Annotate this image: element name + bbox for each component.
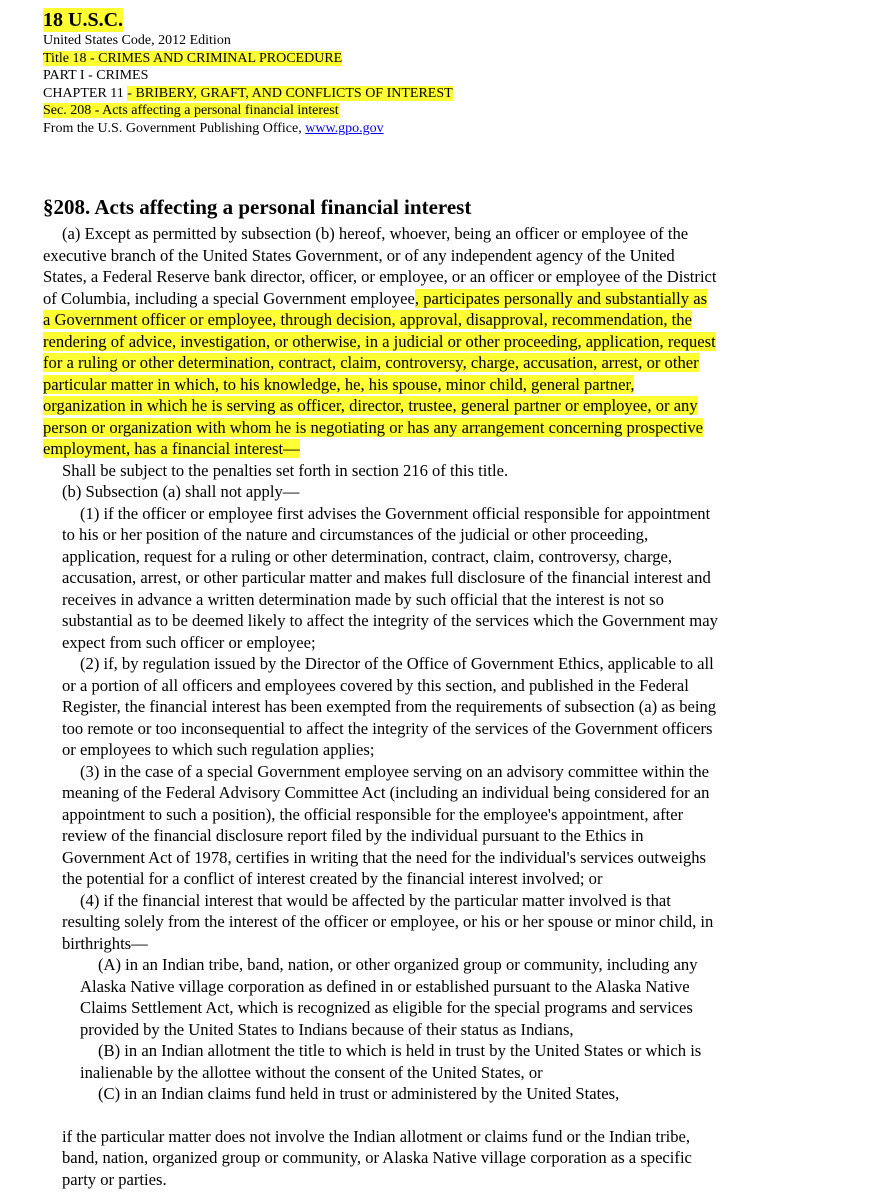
paragraph-3-line: Government Act of 1978, certifies in writing that the need for the individual's services outweighs (62, 848, 706, 867)
code-citation: 18 U.S.C. (43, 9, 124, 31)
document-header (43, 8, 823, 138)
chapter-name: - BRIBERY, GRAFT, AND CONFLICTS OF INTEREST (127, 85, 453, 101)
gpo-link[interactable]: www.gpo.gov (305, 120, 384, 136)
subsection-a-line-8: particular matter in which, to his knowledge, he, his spouse, minor child, general partner, (43, 375, 635, 394)
source-prefix: From the U.S. Government Publishing Office, (43, 120, 306, 136)
penalty-line: Shall be subject to the penalties set forth in section 216 of this title. (62, 461, 509, 480)
paragraph-3-line: review of the financial disclosure report filed by the individual pursuant to the Ethics in (62, 826, 644, 845)
subsection-a-line-9: organization in which he is serving as officer, director, trustee, general partner or employee, or any (43, 396, 698, 415)
paragraph-2-line: Register, the financial interest has been exempted from the requirements of subsection (a) as being (62, 697, 717, 716)
subsection-a-line-6: rendering of advice, investigation, or otherwise, in a judicial or other proceeding, application, request (43, 332, 716, 351)
clause-c-line: (C) in an Indian claims fund held in trust or administered by the United States, (98, 1084, 620, 1103)
subsection-a-line-4-plain: of Columbia, including a special Government employee (43, 289, 415, 308)
paragraph-4-line: (4) if the financial interest that would be affected by the particular matter involved is that (80, 891, 671, 910)
paragraph-4-line: birthrights— (62, 934, 148, 953)
clause-b-line: inalienable by the allottee without the consent of the United States, or (80, 1063, 543, 1082)
paragraph-4-line: resulting solely from the interest of the officer or employee, or his or her spouse or minor child, in (62, 912, 714, 931)
title-line: Title 18 - CRIMES AND CRIMINAL PROCEDURE (43, 50, 343, 66)
subsection-a-line-1: (a) Except as permitted by subsection (b) hereof, whoever, being an officer or employee of the (62, 224, 689, 243)
paragraph-2-line: too remote or too inconsequential to affect the integrity of the services of the Government officers (62, 719, 713, 738)
section-line: Sec. 208 - Acts affecting a personal financial interest (43, 103, 339, 119)
subsection-a-line-10: person or organization with whom he is negotiating or has any arrangement concerning prospective (43, 418, 704, 437)
clause-b-line: (B) in an Indian allotment the title to which is held in trust by the United States or which is (98, 1041, 702, 1060)
clause-a-line: Claims Settlement Act, which is recognized as eligible for the special programs and services (80, 998, 693, 1017)
closing-line: band, nation, organized group or community, or Alaska Native village corporation as a specific (62, 1148, 692, 1167)
paragraph-1-line: (1) if the officer or employee first advises the Government official responsible for appointment (80, 504, 711, 523)
closing-line: party or parties. (62, 1170, 167, 1189)
paragraph-1-line: expect from such officer or employee; (62, 633, 316, 652)
paragraph-1-line: application, request for a ruling or other determination, contract, claim, controversy, charge, (62, 547, 673, 566)
paragraph-2-line: or a portion of all officers and employees covered by this section, and published in the Federal (62, 676, 689, 695)
clause-a-line: (A) in an Indian tribe, band, nation, or other organized group or community, including any (98, 955, 698, 974)
section-heading: §208. Acts affecting a personal financial interest (43, 195, 472, 219)
paragraph-3-line: (3) in the case of a special Government employee serving on an advisory committee within the (80, 762, 709, 781)
paragraph-1-line: substantial as to be deemed likely to affect the integrity of the services which the Government may (62, 611, 718, 630)
clause-a-line: provided by the United States to Indians because of their status as Indians, (80, 1020, 574, 1039)
paragraph-2-line: or employees to which such regulation applies; (62, 740, 375, 759)
paragraph-2-line: (2) if, by regulation issued by the Director of the Office of Government Ethics, applicable to all (80, 654, 714, 673)
subsection-a-line-2: executive branch of the United States Government, or of any independent agency of the United (43, 246, 675, 265)
paragraph-1-line: to his or her position of the nature and circumstances of the judicial or other proceeding, (62, 525, 649, 544)
paragraph-3-line: meaning of the Federal Advisory Committee Act (including an individual being considered for an (62, 783, 710, 802)
chapter-line (43, 85, 823, 103)
closing-line: if the particular matter does not involve the Indian allotment or claims fund or the Indian tribe, (62, 1127, 691, 1146)
clause-a-line: Alaska Native village corporation as defined in or established pursuant to the Alaska Native (80, 977, 690, 996)
paragraph-3-line: appointment to such a position), the official responsible for the employee's appointment, after (62, 805, 684, 824)
subsection-a-line-7: for a ruling or other determination, contract, claim, controversy, charge, accusation, arrest, or other (43, 353, 699, 372)
chapter-prefix: CHAPTER 11 (43, 85, 128, 101)
subsection-a-line-5: a Government officer or employee, through decision, approval, disapproval, recommendation, the (43, 310, 692, 329)
paragraph-3-line: the potential for a conflict of interest created by the financial interest involved; or (62, 869, 603, 888)
edition-line: United States Code, 2012 Edition (43, 33, 231, 48)
subsection-a-line-4 (43, 288, 707, 310)
subsection-a-line-4-highlight: , participates personally and substantially as (414, 289, 708, 308)
paragraph-1-line: accusation, arrest, or other particular matter and makes full disclosure of the financial interest and (62, 568, 711, 587)
subsection-a-line-11: employment, has a financial interest— (43, 439, 300, 458)
part-line: PART I - CRIMES (43, 68, 149, 84)
subsection-b-intro: (b) Subsection (a) shall not apply— (62, 482, 300, 501)
source-line (43, 120, 823, 138)
subsection-a-line-3: States, a Federal Reserve bank director, officer, or employee, or an officer or employee of the District (43, 267, 717, 286)
paragraph-1-line: receives in advance a written determination made by such official that the interest is not so (62, 590, 664, 609)
